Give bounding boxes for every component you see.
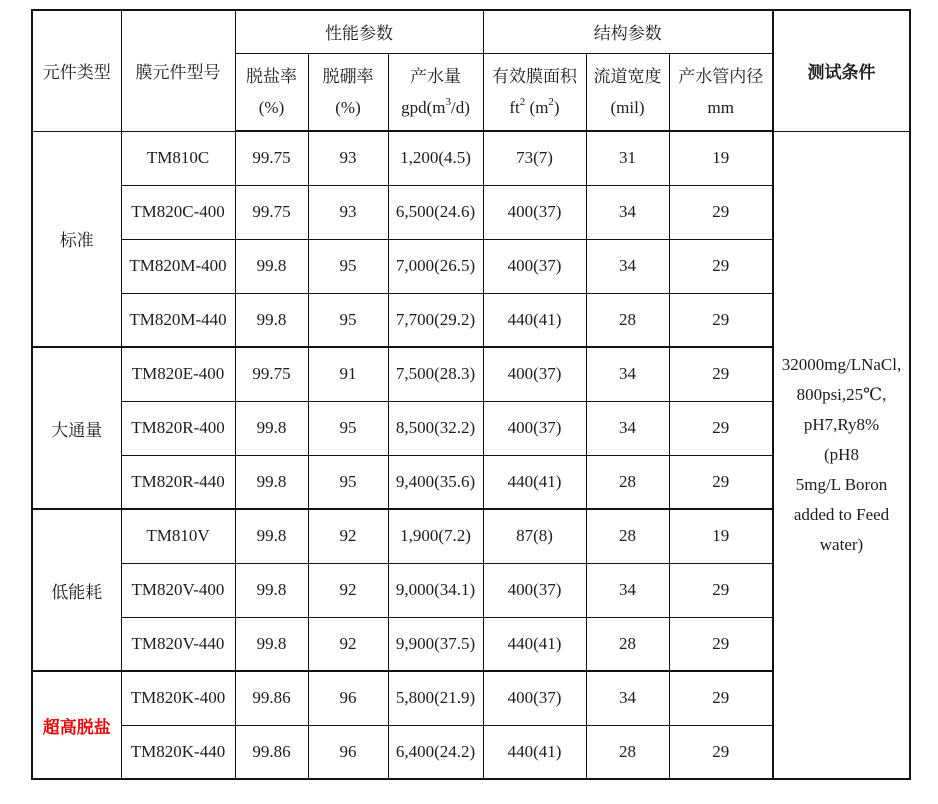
salt-rejection-cell: 99.8 — [235, 401, 308, 455]
pipe-cell: 29 — [669, 239, 773, 293]
model-cell: TM820R-400 — [121, 401, 235, 455]
channel-cell: 34 — [586, 563, 669, 617]
pipe-cell: 19 — [669, 509, 773, 563]
flow-cell: 1,200(4.5) — [388, 131, 483, 185]
header-element-type: 元件类型 — [32, 10, 121, 131]
header-flow-unit: $gpd(m^3/d)$ — [401, 96, 470, 117]
area-cell: 87(8) — [483, 509, 586, 563]
area-cell: 400(37) — [483, 239, 586, 293]
salt-rejection-cell: 99.8 — [235, 293, 308, 347]
pipe-cell: 29 — [669, 293, 773, 347]
group-label-ultra-high-rejection: 超高脱盐 — [32, 671, 121, 779]
header-membrane-area-label: 有效膜面积 — [492, 66, 577, 86]
model-cell: TM820C-400 — [121, 185, 235, 239]
area-cell: 73(7) — [483, 131, 586, 185]
boron-rejection-cell: 96 — [308, 725, 388, 779]
area-cell: 400(37) — [483, 401, 586, 455]
flow-cell: 9,900(37.5) — [388, 617, 483, 671]
pipe-cell: 29 — [669, 401, 773, 455]
boron-rejection-cell: 92 — [308, 617, 388, 671]
header-membrane-area-unit: $ft^2$ $(m^2)$ — [509, 96, 560, 117]
area-cell: 400(37) — [483, 347, 586, 401]
model-cell: TM820V-440 — [121, 617, 235, 671]
flow-cell: 8,500(32.2) — [388, 401, 483, 455]
salt-rejection-cell: 99.8 — [235, 239, 308, 293]
flow-cell: 5,800(21.9) — [388, 671, 483, 725]
area-cell: 440(41) — [483, 455, 586, 509]
pipe-cell: 29 — [669, 725, 773, 779]
salt-rejection-cell: 99.8 — [235, 617, 308, 671]
membrane-spec-table — [31, 9, 911, 780]
boron-rejection-cell: 92 — [308, 509, 388, 563]
test-conditions-cell — [773, 131, 910, 779]
model-cell: TM820K-440 — [121, 725, 235, 779]
channel-cell: 34 — [586, 185, 669, 239]
header-flow-label: 产水量 — [410, 66, 461, 86]
salt-rejection-cell: 99.86 — [235, 725, 308, 779]
header-channel-width — [586, 53, 669, 131]
model-cell: TM820K-400 — [121, 671, 235, 725]
channel-cell: 34 — [586, 347, 669, 401]
header-boron-rejection-unit: (%) — [335, 97, 361, 117]
test-conditions-line: 32000mg/LNaCl, — [781, 354, 902, 374]
area-cell: 400(37) — [483, 185, 586, 239]
channel-cell: 34 — [586, 239, 669, 293]
salt-rejection-cell: 99.75 — [235, 131, 308, 185]
model-cell: TM820M-440 — [121, 293, 235, 347]
group-label-low-energy: 低能耗 — [32, 509, 121, 671]
channel-cell: 28 — [586, 293, 669, 347]
header-pipe-diameter-label: 产水管内径 — [678, 66, 764, 86]
channel-cell: 28 — [586, 509, 669, 563]
salt-rejection-cell: 99.8 — [235, 563, 308, 617]
flow-cell: 9,000(34.1) — [388, 563, 483, 617]
model-cell: TM820V-400 — [121, 563, 235, 617]
channel-cell: 34 — [586, 671, 669, 725]
salt-rejection-cell: 99.8 — [235, 509, 308, 563]
model-cell: TM810V — [121, 509, 235, 563]
test-conditions-line: added to Feed — [793, 504, 890, 524]
header-membrane-area — [483, 53, 586, 131]
group-label-high-flow: 大通量 — [32, 347, 121, 509]
group-label-standard: 标准 — [32, 131, 121, 347]
header-salt-rejection — [235, 53, 308, 131]
header-row-groups — [32, 10, 910, 53]
salt-rejection-cell: 99.75 — [235, 347, 308, 401]
boron-rejection-cell: 92 — [308, 563, 388, 617]
header-channel-width-unit: (mil) — [610, 97, 645, 117]
channel-cell: 31 — [586, 131, 669, 185]
header-structure-group: 结构参数 — [483, 10, 773, 53]
pipe-cell: 29 — [669, 347, 773, 401]
model-cell: TM820R-440 — [121, 455, 235, 509]
boron-rejection-cell: 96 — [308, 671, 388, 725]
header-boron-rejection — [308, 53, 388, 131]
boron-rejection-cell: 93 — [308, 185, 388, 239]
pipe-cell: 29 — [669, 185, 773, 239]
boron-rejection-cell: 95 — [308, 401, 388, 455]
salt-rejection-cell: 99.75 — [235, 185, 308, 239]
flow-cell: 7,500(28.3) — [388, 347, 483, 401]
channel-cell: 34 — [586, 401, 669, 455]
flow-cell: 1,900(7.2) — [388, 509, 483, 563]
header-pipe-diameter-unit: mm — [707, 97, 734, 117]
salt-rejection-cell: 99.8 — [235, 455, 308, 509]
test-conditions-line: 800psi,25℃, — [796, 384, 887, 404]
header-model: 膜元件型号 — [121, 10, 235, 131]
header-salt-rejection-unit: (%) — [258, 97, 285, 117]
pipe-cell: 29 — [669, 455, 773, 509]
salt-rejection-cell: 99.86 — [235, 671, 308, 725]
boron-rejection-cell: 95 — [308, 239, 388, 293]
test-conditions-line: pH7,Ry8% — [803, 414, 880, 434]
area-cell: 400(37) — [483, 563, 586, 617]
area-cell: 440(41) — [483, 617, 586, 671]
model-cell: TM820M-400 — [121, 239, 235, 293]
model-cell: TM810C — [121, 131, 235, 185]
flow-cell: 6,400(24.2) — [388, 725, 483, 779]
flow-cell: 6,500(24.6) — [388, 185, 483, 239]
flow-cell: 7,700(29.2) — [388, 293, 483, 347]
test-conditions-line: 5mg/L Boron — [795, 474, 888, 494]
test-conditions-line: (pH8 — [824, 444, 859, 464]
pipe-cell: 19 — [669, 131, 773, 185]
area-cell: 440(41) — [483, 725, 586, 779]
boron-rejection-cell: 93 — [308, 131, 388, 185]
flow-cell: 7,000(26.5) — [388, 239, 483, 293]
channel-cell: 28 — [586, 455, 669, 509]
test-conditions-line: water) — [819, 534, 864, 554]
pipe-cell: 29 — [669, 617, 773, 671]
boron-rejection-cell: 95 — [308, 293, 388, 347]
header-salt-rejection-label: 脱盐率 — [246, 66, 297, 86]
pipe-cell: 29 — [669, 563, 773, 617]
header-pipe-diameter — [669, 53, 773, 131]
header-boron-rejection-label: 脱硼率 — [322, 66, 374, 86]
model-cell: TM820E-400 — [121, 347, 235, 401]
header-test-conditions: 测试条件 — [773, 10, 910, 131]
channel-cell: 28 — [586, 725, 669, 779]
channel-cell: 28 — [586, 617, 669, 671]
table-row — [32, 131, 910, 185]
boron-rejection-cell: 95 — [308, 455, 388, 509]
area-cell: 400(37) — [483, 671, 586, 725]
boron-rejection-cell: 91 — [308, 347, 388, 401]
pipe-cell: 29 — [669, 671, 773, 725]
area-cell: 440(41) — [483, 293, 586, 347]
header-performance-group: 性能参数 — [235, 10, 483, 53]
flow-cell: 9,400(35.6) — [388, 455, 483, 509]
header-flow — [388, 53, 483, 131]
header-channel-width-label: 流道宽度 — [593, 66, 662, 86]
